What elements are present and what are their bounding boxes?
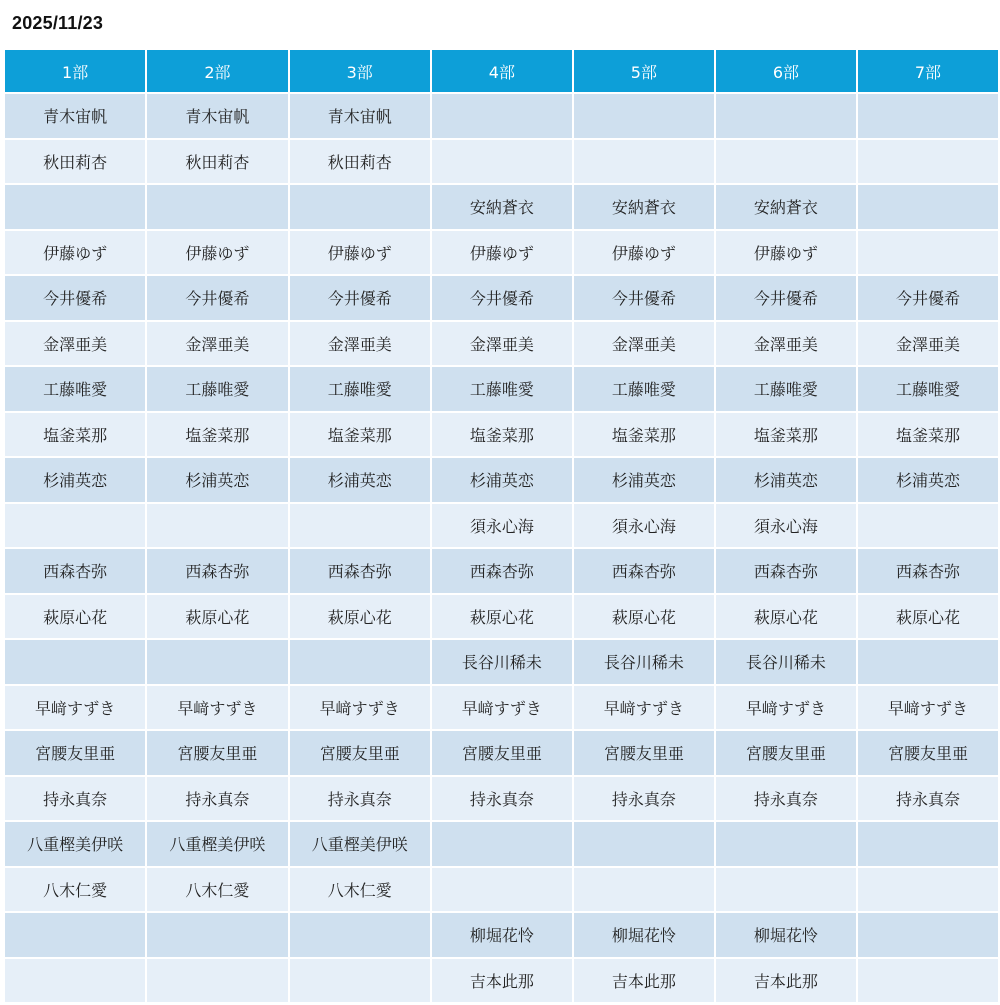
table-cell	[858, 822, 998, 866]
table-cell	[858, 185, 998, 229]
table-cell: 宮腰友里亜	[716, 731, 856, 775]
table-cell: 萩原心花	[147, 595, 287, 639]
table-cell: 柳堀花怜	[574, 913, 714, 957]
table-cell	[716, 868, 856, 912]
table-cell: 八木仁愛	[5, 868, 145, 912]
header-row	[5, 50, 998, 92]
table-cell	[147, 640, 287, 684]
table-cell	[5, 959, 145, 1003]
table-cell: 今井優希	[147, 276, 287, 320]
table-cell	[574, 868, 714, 912]
table-cell: 塩釜菜那	[716, 413, 856, 457]
table-cell	[716, 94, 856, 138]
table-cell: 塩釜菜那	[858, 413, 998, 457]
table-cell: 今井優希	[858, 276, 998, 320]
table-cell: 安納蒼衣	[432, 185, 572, 229]
table-cell: 塩釜菜那	[147, 413, 287, 457]
table-cell: 宮腰友里亜	[147, 731, 287, 775]
table-cell: 西森杏弥	[716, 549, 856, 593]
table-body	[5, 94, 998, 1002]
table-cell	[574, 140, 714, 184]
table-cell: 塩釜菜那	[290, 413, 430, 457]
table-cell: 安納蒼衣	[574, 185, 714, 229]
table-cell: 早﨑すずき	[716, 686, 856, 730]
table-row	[5, 185, 998, 229]
schedule-date: 2025/11/23	[12, 13, 104, 33]
table-row	[5, 822, 998, 866]
table-cell	[716, 140, 856, 184]
table-cell: 秋田莉杏	[147, 140, 287, 184]
table-cell	[716, 822, 856, 866]
table-cell: 八木仁愛	[290, 868, 430, 912]
table-cell	[432, 868, 572, 912]
table-cell: 須永心海	[574, 504, 714, 548]
column-header-7: 7部	[858, 50, 998, 92]
table-cell: 杉浦英恋	[290, 458, 430, 502]
table-cell: 伊藤ゆず	[574, 231, 714, 275]
table-cell: 工藤唯愛	[432, 367, 572, 411]
table-cell: 吉本此那	[574, 959, 714, 1003]
table-cell: 今井優希	[5, 276, 145, 320]
table-cell: 宮腰友里亜	[858, 731, 998, 775]
table-row	[5, 322, 998, 366]
table-cell: 金澤亜美	[858, 322, 998, 366]
table-cell: 金澤亜美	[574, 322, 714, 366]
table-row	[5, 731, 998, 775]
table-cell: 金澤亜美	[432, 322, 572, 366]
table-cell	[147, 959, 287, 1003]
table-cell: 持永真奈	[5, 777, 145, 821]
table-cell: 早﨑すずき	[432, 686, 572, 730]
table-cell: 西森杏弥	[5, 549, 145, 593]
table-cell: 工藤唯愛	[290, 367, 430, 411]
table-cell	[147, 504, 287, 548]
table-cell: 杉浦英恋	[574, 458, 714, 502]
table-cell: 吉本此那	[432, 959, 572, 1003]
table-cell	[290, 185, 430, 229]
table-cell: 柳堀花怜	[716, 913, 856, 957]
table-cell	[574, 94, 714, 138]
table-cell	[432, 140, 572, 184]
table-cell: 宮腰友里亜	[432, 731, 572, 775]
table-cell	[858, 959, 998, 1003]
table-cell: 八重樫美伊咲	[290, 822, 430, 866]
table-cell: 早﨑すずき	[574, 686, 714, 730]
table-row	[5, 868, 998, 912]
table-cell: 塩釜菜那	[5, 413, 145, 457]
table-row	[5, 458, 998, 502]
table-cell: 長谷川稀未	[574, 640, 714, 684]
table-cell: 持永真奈	[290, 777, 430, 821]
table-cell: 宮腰友里亜	[290, 731, 430, 775]
table-row	[5, 94, 998, 138]
table-cell	[858, 94, 998, 138]
table-cell: 持永真奈	[858, 777, 998, 821]
table-cell: 杉浦英恋	[432, 458, 572, 502]
table-cell: 西森杏弥	[290, 549, 430, 593]
table-cell	[5, 504, 145, 548]
table-cell: 持永真奈	[432, 777, 572, 821]
table-cell	[5, 913, 145, 957]
table-cell	[290, 913, 430, 957]
table-cell	[290, 640, 430, 684]
table-cell: 持永真奈	[716, 777, 856, 821]
table-cell: 秋田莉杏	[290, 140, 430, 184]
table-row	[5, 231, 998, 275]
table-cell: 工藤唯愛	[574, 367, 714, 411]
table-cell: 長谷川稀未	[432, 640, 572, 684]
column-header-5: 5部	[574, 50, 714, 92]
table-row	[5, 913, 998, 957]
table-cell	[858, 231, 998, 275]
table-cell: 青木宙帆	[5, 94, 145, 138]
table-cell: 伊藤ゆず	[290, 231, 430, 275]
table-cell: 金澤亜美	[716, 322, 856, 366]
table-cell: 塩釜菜那	[432, 413, 572, 457]
table-cell: 西森杏弥	[858, 549, 998, 593]
table-cell	[290, 504, 430, 548]
table-cell: 杉浦英恋	[5, 458, 145, 502]
table-cell	[5, 185, 145, 229]
table-cell: 長谷川稀未	[716, 640, 856, 684]
table-cell: 杉浦英恋	[147, 458, 287, 502]
table-cell: 八重樫美伊咲	[5, 822, 145, 866]
schedule-table	[3, 48, 1000, 1004]
table-cell: 安納蒼衣	[716, 185, 856, 229]
table-cell	[858, 640, 998, 684]
table-cell: 柳堀花怜	[432, 913, 572, 957]
table-cell: 今井優希	[716, 276, 856, 320]
column-header-3: 3部	[290, 50, 430, 92]
table-cell: 萩原心花	[290, 595, 430, 639]
table-row	[5, 367, 998, 411]
table-cell: 早﨑すずき	[858, 686, 998, 730]
table-row	[5, 549, 998, 593]
column-header-6: 6部	[716, 50, 856, 92]
table-cell: 須永心海	[432, 504, 572, 548]
table-cell: 西森杏弥	[147, 549, 287, 593]
table-cell: 工藤唯愛	[147, 367, 287, 411]
table-row	[5, 140, 998, 184]
table-cell: 伊藤ゆず	[5, 231, 145, 275]
table-cell: 今井優希	[432, 276, 572, 320]
table-row	[5, 777, 998, 821]
column-header-4: 4部	[432, 50, 572, 92]
table-cell	[432, 822, 572, 866]
table-cell: 萩原心花	[858, 595, 998, 639]
table-cell: 持永真奈	[574, 777, 714, 821]
table-cell	[858, 504, 998, 548]
table-cell: 伊藤ゆず	[147, 231, 287, 275]
table-cell: 須永心海	[716, 504, 856, 548]
table-row	[5, 640, 998, 684]
table-cell	[432, 94, 572, 138]
table-cell: 工藤唯愛	[5, 367, 145, 411]
table-cell: 金澤亜美	[5, 322, 145, 366]
table-cell: 金澤亜美	[147, 322, 287, 366]
table-cell	[858, 913, 998, 957]
table-cell: 八木仁愛	[147, 868, 287, 912]
table-cell: 金澤亜美	[290, 322, 430, 366]
table-cell	[147, 913, 287, 957]
table-cell: 西森杏弥	[574, 549, 714, 593]
table-cell: 塩釜菜那	[574, 413, 714, 457]
table-row	[5, 959, 998, 1003]
table-cell: 早﨑すずき	[290, 686, 430, 730]
table-cell: 吉本此那	[716, 959, 856, 1003]
table-row	[5, 595, 998, 639]
table-cell: 秋田莉杏	[5, 140, 145, 184]
table-row	[5, 686, 998, 730]
table-cell: 八重樫美伊咲	[147, 822, 287, 866]
table-cell: 青木宙帆	[290, 94, 430, 138]
table-cell: 早﨑すずき	[147, 686, 287, 730]
table-cell: 工藤唯愛	[858, 367, 998, 411]
column-header-1: 1部	[5, 50, 145, 92]
table-cell: 今井優希	[574, 276, 714, 320]
table-cell: 萩原心花	[574, 595, 714, 639]
table-cell: 今井優希	[290, 276, 430, 320]
table-row	[5, 413, 998, 457]
table-cell: 早﨑すずき	[5, 686, 145, 730]
table-row	[5, 276, 998, 320]
table-cell	[858, 868, 998, 912]
table-cell	[290, 959, 430, 1003]
table-cell: 西森杏弥	[432, 549, 572, 593]
table-cell: 杉浦英恋	[858, 458, 998, 502]
table-cell: 宮腰友里亜	[574, 731, 714, 775]
table-cell	[858, 140, 998, 184]
table-cell	[147, 185, 287, 229]
table-cell: 青木宙帆	[147, 94, 287, 138]
table-row	[5, 504, 998, 548]
table-cell: 萩原心花	[716, 595, 856, 639]
table-cell	[5, 640, 145, 684]
table-cell	[574, 822, 714, 866]
table-cell: 持永真奈	[147, 777, 287, 821]
table-cell: 杉浦英恋	[716, 458, 856, 502]
table-cell: 宮腰友里亜	[5, 731, 145, 775]
table-cell: 萩原心花	[432, 595, 572, 639]
table-cell: 伊藤ゆず	[432, 231, 572, 275]
table-cell: 萩原心花	[5, 595, 145, 639]
table-cell: 伊藤ゆず	[716, 231, 856, 275]
column-header-2: 2部	[147, 50, 287, 92]
table-cell: 工藤唯愛	[716, 367, 856, 411]
